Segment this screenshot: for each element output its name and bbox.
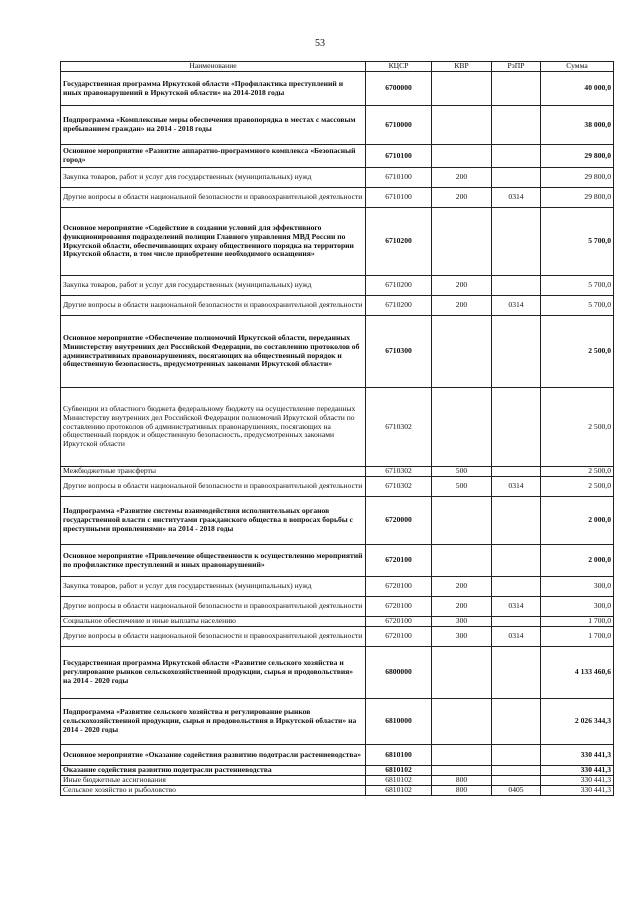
- rzpr-cell: [492, 467, 541, 477]
- kcsr-cell: 6810102: [366, 776, 432, 786]
- table-row: [61, 276, 614, 296]
- kvr-cell: [432, 208, 492, 276]
- name-cell: Закупка товаров, работ и услуг для государственных (муниципальных) нужд: [61, 168, 366, 188]
- kcsr-cell: 6810000: [366, 699, 432, 745]
- name-cell: Закупка товаров, работ и услуг для государственных (муниципальных) нужд: [61, 577, 366, 597]
- table-row: [61, 597, 614, 617]
- kvr-cell: [432, 72, 492, 106]
- table-row: [61, 627, 614, 647]
- rzpr-cell: [492, 745, 541, 766]
- sum-cell: 5 700,0: [541, 276, 614, 296]
- name-cell: Закупка товаров, работ и услуг для государственных (муниципальных) нужд: [61, 276, 366, 296]
- kcsr-cell: 6720100: [366, 627, 432, 647]
- kcsr-cell: 6710100: [366, 145, 432, 168]
- name-cell: Подпрограмма «Развитие системы взаимодействия исполнительных органов государственной власти с институтами гражданского общества в вопросах борьбы с преступными проявлениями» на 2014 - 2018 годы: [61, 497, 366, 545]
- kvr-cell: [432, 545, 492, 577]
- sum-cell: 1 700,0: [541, 617, 614, 627]
- rzpr-cell: [492, 145, 541, 168]
- kvr-cell: [432, 497, 492, 545]
- sum-cell: 300,0: [541, 597, 614, 617]
- table-row: [61, 617, 614, 627]
- kvr-cell: [432, 745, 492, 766]
- header-kvr: КВР: [432, 62, 492, 72]
- rzpr-cell: 0405: [492, 786, 541, 796]
- kvr-cell: [432, 316, 492, 388]
- kcsr-cell: 6810102: [366, 766, 432, 776]
- rzpr-cell: [492, 168, 541, 188]
- name-cell: Другие вопросы в области национальной безопасности и правоохранительной деятельности: [61, 188, 366, 208]
- rzpr-cell: [492, 577, 541, 597]
- table-row: [61, 786, 614, 796]
- kvr-cell: [432, 106, 492, 145]
- sum-cell: 2 026 344,3: [541, 699, 614, 745]
- name-cell: Основное мероприятие «Привлечение общественности к осуществлению мероприятий по профилактике преступлений и иных правонарушений»: [61, 545, 366, 577]
- name-cell: Другие вопросы в области национальной безопасности и правоохранительной деятельности: [61, 477, 366, 497]
- kvr-cell: [432, 388, 492, 467]
- name-cell: Другие вопросы в области национальной безопасности и правоохранительной деятельности: [61, 627, 366, 647]
- kvr-cell: 800: [432, 776, 492, 786]
- rzpr-cell: [492, 316, 541, 388]
- kvr-cell: 200: [432, 597, 492, 617]
- kcsr-cell: 6710302: [366, 467, 432, 477]
- name-cell: Иные бюджетные ассигнования: [61, 776, 366, 786]
- name-cell: Оказание содействия развитию подотрасли растениеводства: [61, 766, 366, 776]
- sum-cell: 330 441,3: [541, 786, 614, 796]
- rzpr-cell: [492, 72, 541, 106]
- kcsr-cell: 6700000: [366, 72, 432, 106]
- sum-cell: 2 000,0: [541, 497, 614, 545]
- kvr-cell: 500: [432, 477, 492, 497]
- sum-cell: 38 000,0: [541, 106, 614, 145]
- name-cell: Основное мероприятие «Обеспечение полномочий Иркутской области, переданных Министерству внутренних дел Российской Федерации, по составлению протоколов об административных правонарушениях, посягающих на общественный порядок и общественную безопасность, предусмотренных законами Иркутской области»: [61, 316, 366, 388]
- table-row: [61, 72, 614, 106]
- kcsr-cell: 6810100: [366, 745, 432, 766]
- name-cell: Другие вопросы в области национальной безопасности и правоохранительной деятельности: [61, 597, 366, 617]
- kcsr-cell: 6710000: [366, 106, 432, 145]
- table-header-row: [61, 62, 614, 72]
- rzpr-cell: 0314: [492, 597, 541, 617]
- rzpr-cell: 0314: [492, 477, 541, 497]
- rzpr-cell: [492, 647, 541, 699]
- kvr-cell: 200: [432, 188, 492, 208]
- kvr-cell: [432, 647, 492, 699]
- table-row: [61, 776, 614, 786]
- sum-cell: 4 133 460,6: [541, 647, 614, 699]
- sum-cell: 2 000,0: [541, 545, 614, 577]
- name-cell: Основное мероприятие «Оказание содействия развитию подотрасли растениеводства»: [61, 745, 366, 766]
- rzpr-cell: [492, 208, 541, 276]
- rzpr-cell: [492, 388, 541, 467]
- kcsr-cell: 6710302: [366, 388, 432, 467]
- kvr-cell: [432, 766, 492, 776]
- kcsr-cell: 6710200: [366, 208, 432, 276]
- sum-cell: 2 500,0: [541, 477, 614, 497]
- budget-table: [60, 61, 614, 796]
- sum-cell: 1 700,0: [541, 627, 614, 647]
- kvr-cell: 500: [432, 467, 492, 477]
- table-row: [61, 208, 614, 276]
- kcsr-cell: 6710302: [366, 477, 432, 497]
- sum-cell: 2 500,0: [541, 388, 614, 467]
- header-rzpr: РзПР: [492, 62, 541, 72]
- rzpr-cell: [492, 776, 541, 786]
- kvr-cell: 200: [432, 296, 492, 316]
- rzpr-cell: [492, 766, 541, 776]
- table-row: [61, 106, 614, 145]
- kcsr-cell: 6720000: [366, 497, 432, 545]
- sum-cell: 29 800,0: [541, 168, 614, 188]
- sum-cell: 300,0: [541, 577, 614, 597]
- rzpr-cell: [492, 106, 541, 145]
- kcsr-cell: 6720100: [366, 545, 432, 577]
- name-cell: Сельское хозяйство и рыболовство: [61, 786, 366, 796]
- table-row: [61, 745, 614, 766]
- sum-cell: 29 800,0: [541, 145, 614, 168]
- kvr-cell: 300: [432, 627, 492, 647]
- name-cell: Межбюджетные трансферты: [61, 467, 366, 477]
- page-number: 53: [315, 38, 325, 49]
- name-cell: Другие вопросы в области национальной безопасности и правоохранительной деятельности: [61, 296, 366, 316]
- sum-cell: 40 000,0: [541, 72, 614, 106]
- rzpr-cell: 0314: [492, 188, 541, 208]
- rzpr-cell: [492, 545, 541, 577]
- sum-cell: 5 700,0: [541, 208, 614, 276]
- table-row: [61, 699, 614, 745]
- kcsr-cell: 6720100: [366, 617, 432, 627]
- sum-cell: 330 441,3: [541, 766, 614, 776]
- kvr-cell: 200: [432, 168, 492, 188]
- table-row: [61, 296, 614, 316]
- header-kcsr: КЦСР: [366, 62, 432, 72]
- sum-cell: 29 800,0: [541, 188, 614, 208]
- header-sum: Сумма: [541, 62, 614, 72]
- kvr-cell: 200: [432, 577, 492, 597]
- kcsr-cell: 6810102: [366, 786, 432, 796]
- rzpr-cell: [492, 276, 541, 296]
- sum-cell: 2 500,0: [541, 316, 614, 388]
- sum-cell: 5 700,0: [541, 296, 614, 316]
- table-row: [61, 766, 614, 776]
- kvr-cell: [432, 145, 492, 168]
- kvr-cell: [432, 699, 492, 745]
- kcsr-cell: 6710100: [366, 168, 432, 188]
- table-row: [61, 577, 614, 597]
- name-cell: Государственная программа Иркутской области «Профилактика преступлений и иных правонарушений в Иркутской области» на 2014-2018 годы: [61, 72, 366, 106]
- rzpr-cell: 0314: [492, 296, 541, 316]
- table-row: [61, 145, 614, 168]
- kvr-cell: 800: [432, 786, 492, 796]
- rzpr-cell: [492, 699, 541, 745]
- rzpr-cell: 0314: [492, 627, 541, 647]
- table-row: [61, 316, 614, 388]
- kvr-cell: 200: [432, 276, 492, 296]
- kcsr-cell: 6800000: [366, 647, 432, 699]
- table-row: [61, 477, 614, 497]
- rzpr-cell: [492, 617, 541, 627]
- name-cell: Субвенции из областного бюджета федеральному бюджету на осуществление переданных Министерству внутренних дел Российской Федерации полномочий Иркутской области по составлению протоколов об административных правонарушениях, посягающих на общественный порядок и общественную безопасность, предусмотренных законами Иркутской области: [61, 388, 366, 467]
- table-row: [61, 497, 614, 545]
- header-name: Наименование: [61, 62, 366, 72]
- table-row: [61, 188, 614, 208]
- name-cell: Основное мероприятие «Развитие аппаратно-программного комплекса «Безопасный город»: [61, 145, 366, 168]
- table-row: [61, 545, 614, 577]
- name-cell: Социальное обеспечение и иные выплаты населению: [61, 617, 366, 627]
- table-row: [61, 647, 614, 699]
- kcsr-cell: 6720100: [366, 577, 432, 597]
- sum-cell: 2 500,0: [541, 467, 614, 477]
- rzpr-cell: [492, 497, 541, 545]
- sum-cell: 330 441,3: [541, 745, 614, 766]
- table-row: [61, 467, 614, 477]
- table-row: [61, 388, 614, 467]
- name-cell: Основное мероприятие «Содействие в создании условий для эффективного функционирования подразделений полиции Главного управления МВД России по Иркутской области, обеспечивающих охрану общественного порядка на территории Иркутской области, в том числе приобретение необходимого оснащения»: [61, 208, 366, 276]
- name-cell: Подпрограмма «Комплексные меры обеспечения правопорядка в местах с массовым пребыванием граждан» на 2014 - 2018 годы: [61, 106, 366, 145]
- kvr-cell: 300: [432, 617, 492, 627]
- kcsr-cell: 6710200: [366, 296, 432, 316]
- table-row: [61, 168, 614, 188]
- kcsr-cell: 6710200: [366, 276, 432, 296]
- kcsr-cell: 6710100: [366, 188, 432, 208]
- kcsr-cell: 6720100: [366, 597, 432, 617]
- sum-cell: 330 441,3: [541, 776, 614, 786]
- kcsr-cell: 6710300: [366, 316, 432, 388]
- name-cell: Государственная программа Иркутской области «Развитие сельского хозяйства и регулирование рынков сельскохозяйственной продукции, сырья и продовольствия» на 2014 - 2020 годы: [61, 647, 366, 699]
- name-cell: Подпрограмма «Развитие сельского хозяйства и регулирование рынков сельскохозяйственной продукции, сырья и продовольствия в Иркутской области» на 2014 - 2020 годы: [61, 699, 366, 745]
